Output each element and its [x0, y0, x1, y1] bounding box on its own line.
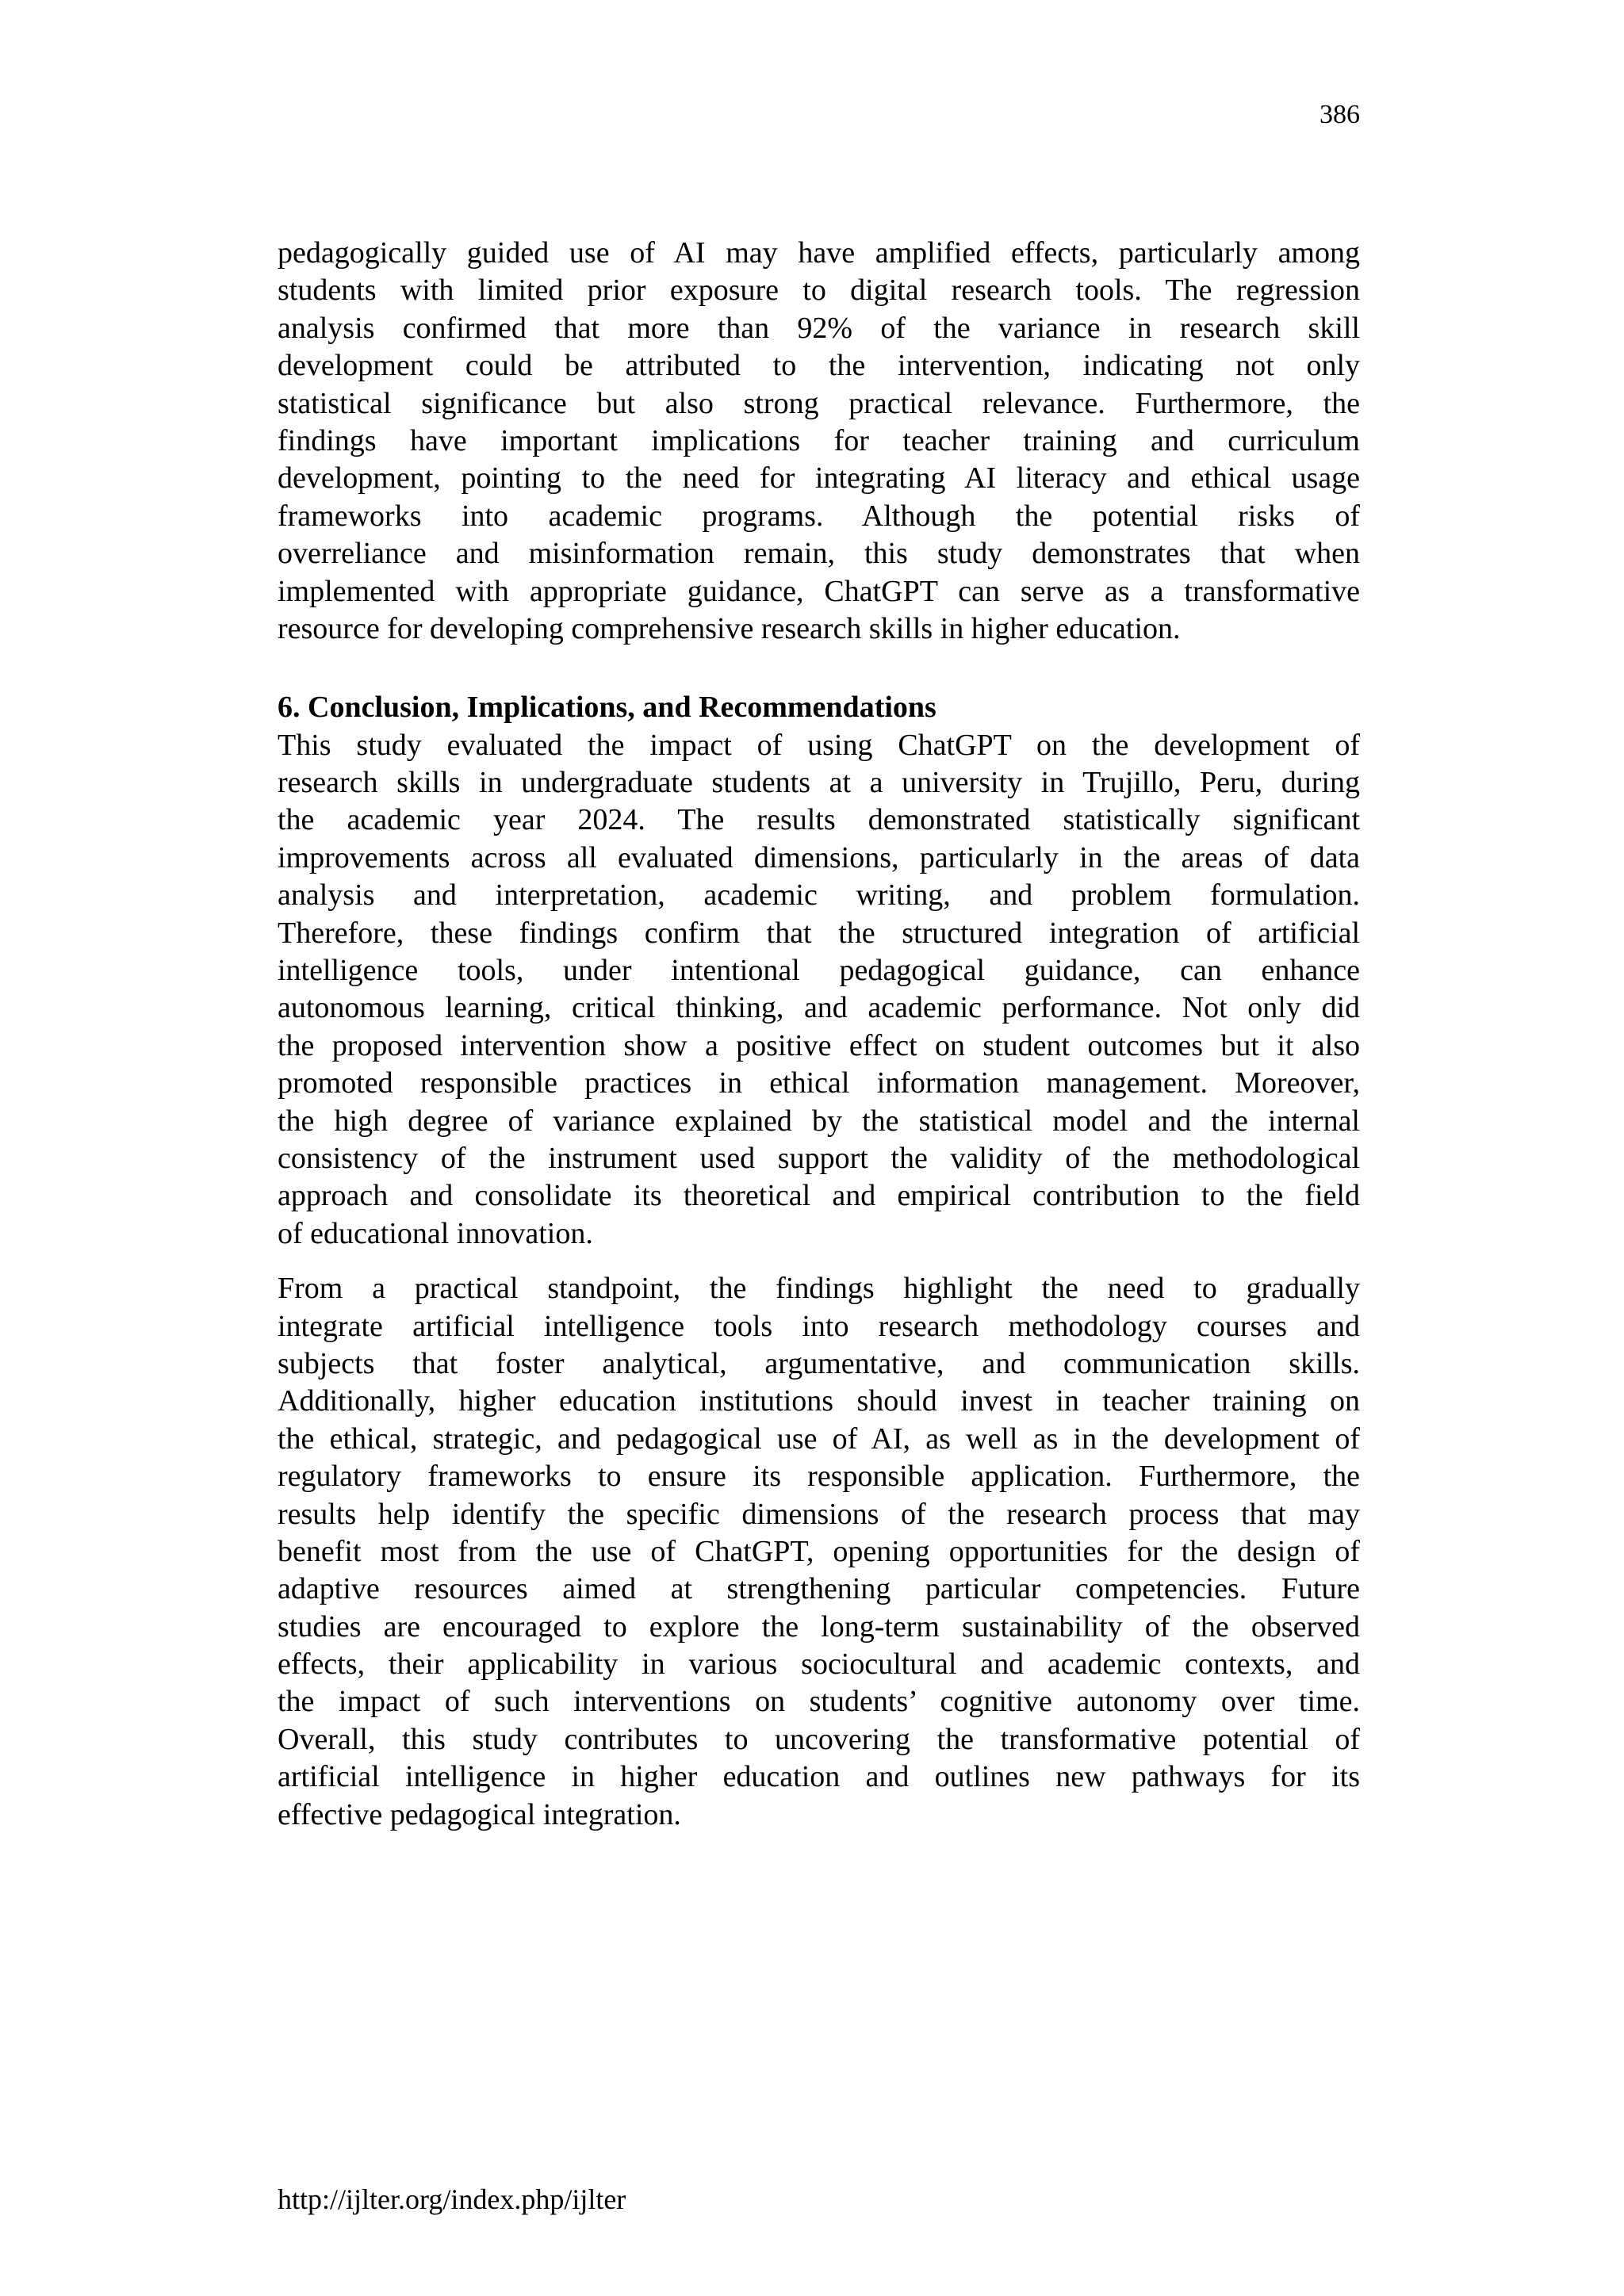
text-line: development, pointing to the need for integrating AI literacy and ethical usage: [278, 461, 1360, 496]
text-line: the impact of such interventions on students’ cognitive autonomy over time.: [278, 1685, 1360, 1719]
text-line: regulatory frameworks to ensure its responsible application. Furthermore, the: [278, 1460, 1360, 1494]
text-line: effects, their applicability in various sociocultural and academic contexts, and: [278, 1647, 1360, 1682]
text-line: students with limited prior exposure to digital research tools. The regression: [278, 274, 1360, 308]
text-line: artificial intelligence in higher education and outlines new pathways for its: [278, 1760, 1360, 1794]
text-line: of educational innovation.: [278, 1216, 593, 1250]
text-line: consistency of the instrument used support the validity of the methodological: [278, 1141, 1360, 1175]
text-line: benefit most from the use of ChatGPT, opening opportunities for the design of: [278, 1534, 1360, 1568]
text-line: This study evaluated the impact of using ChatGPT on the development of: [278, 728, 1360, 762]
section-heading: 6. Conclusion, Implications, and Recommendations: [278, 691, 936, 725]
text-line: pedagogically guided use of AI may have amplified effects, particularly among: [278, 236, 1360, 270]
text-line: intelligence tools, under intentional pedagogical guidance, can enhance: [278, 954, 1360, 988]
text-line: Overall, this study contributes to uncovering the transformative potential of: [278, 1722, 1360, 1756]
text-line: findings have important implications for teacher training and curriculum: [278, 423, 1360, 457]
text-line: the ethical, strategic, and pedagogical use of AI, as well as in the development of: [278, 1422, 1360, 1456]
text-line: effective pedagogical integration.: [278, 1797, 681, 1831]
text-line: integrate artificial intelligence tools into research methodology courses and: [278, 1309, 1360, 1343]
text-line: implemented with appropriate guidance, ChatGPT can serve as a transformative: [278, 574, 1360, 608]
text-line: subjects that foster analytical, argumentative, and communication skills.: [278, 1346, 1360, 1380]
text-line: development could be attributed to the intervention, indicating not only: [278, 349, 1360, 383]
text-line: adaptive resources aimed at strengthening particular competencies. Future: [278, 1572, 1360, 1606]
text-line: Additionally, higher education institutions should invest in teacher training on: [278, 1384, 1360, 1418]
text-line: analysis confirmed that more than 92% of the variance in research skill: [278, 311, 1360, 345]
text-line: From a practical standpoint, the findings highlight the need to gradually: [278, 1272, 1360, 1306]
paragraph-implications: [278, 1270, 1360, 1834]
text-line: analysis and interpretation, academic writing, and problem formulation.: [278, 878, 1360, 913]
text-line: resource for developing comprehensive research skills in higher education.: [278, 611, 1181, 645]
footer-url-link[interactable]: http://ijlter.org/index.php/ijlter: [278, 2183, 626, 2215]
paragraph-discussion-continued: [278, 235, 1360, 648]
text-column: [278, 235, 1360, 1834]
text-line: the high degree of variance explained by the statistical model and the internal: [278, 1104, 1360, 1138]
paragraph-conclusion: [278, 727, 1360, 1253]
text-line: frameworks into academic programs. Although the potential risks of: [278, 499, 1360, 533]
text-line: promoted responsible practices in ethical information management. Moreover,: [278, 1066, 1360, 1100]
text-line: the academic year 2024. The results demonstrated statistically significant: [278, 803, 1360, 837]
text-line: research skills in undergraduate students at a university in Trujillo, Peru, during: [278, 766, 1360, 800]
text-line: studies are encouraged to explore the long-term sustainability of the observed: [278, 1609, 1360, 1644]
text-line: results help identify the specific dimensions of the research process that may: [278, 1497, 1360, 1531]
text-line: Therefore, these findings confirm that the structured integration of artificial: [278, 916, 1360, 950]
text-line: approach and consolidate its theoretical and empirical contribution to the field: [278, 1179, 1360, 1213]
text-line: overreliance and misinformation remain, this study demonstrates that when: [278, 537, 1360, 571]
text-line: autonomous learning, critical thinking, and academic performance. Not only did: [278, 991, 1360, 1025]
text-line: statistical significance but also strong practical relevance. Furthermore, the: [278, 386, 1360, 420]
text-line: improvements across all evaluated dimensions, particularly in the areas of data: [278, 840, 1360, 874]
text-line: the proposed intervention show a positive effect on student outcomes but it also: [278, 1028, 1360, 1062]
page-number: 386: [1320, 100, 1360, 129]
